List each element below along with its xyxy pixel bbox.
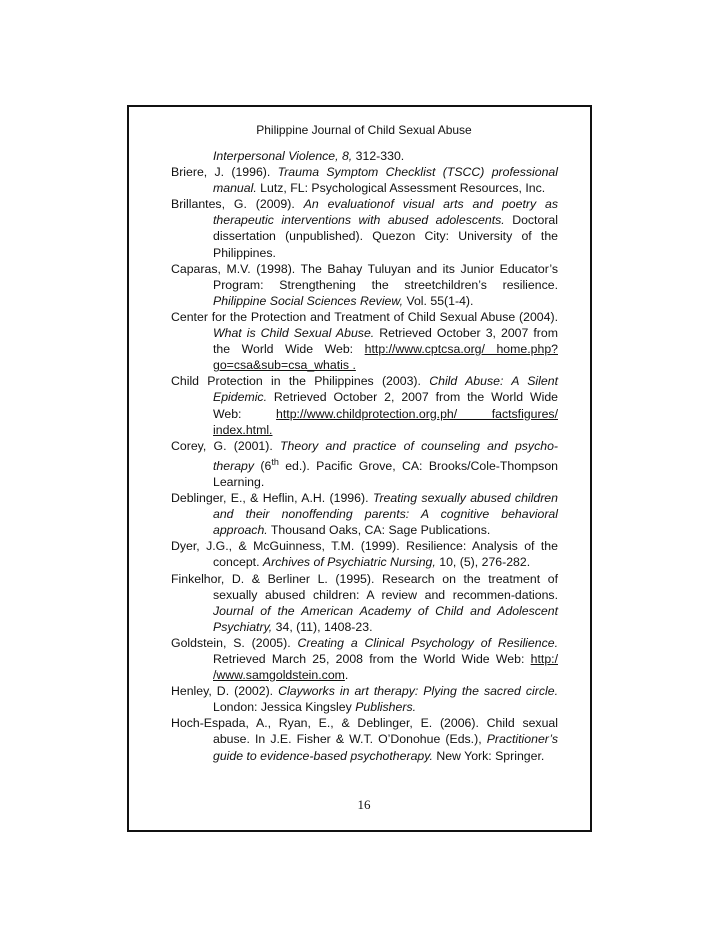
reference-entry-goldstein — [171, 635, 558, 683]
reference-text: Doctoral dissertation (unpublished). Quezon City: University of the Philippines. — [213, 213, 558, 260]
reference-text: Trauma Symptom Checklist (TSCC) professional manual. — [213, 165, 558, 196]
reference-text: 10, (5), 276-282. — [435, 555, 531, 570]
reference-url-link[interactable]: http://www.cptcsa.org/ home.php?go=csa&sub=csa_whatis . — [213, 342, 558, 373]
reference-url-link[interactable]: http:/ /www.samgoldstein.com — [213, 652, 558, 683]
reference-text: Interpersonal Violence, 8, — [213, 149, 353, 163]
reference-text: Dyer, J.G., & McGuinness, T.M. (1999). Resilience: Analysis of the concept. — [171, 539, 558, 570]
reference-text: 312-330. — [352, 149, 405, 163]
reference-text: Goldstein, S. (2005). — [171, 635, 298, 650]
reference-text: Finkelhor, D. & Berliner L. (1995). Research on the treatment of sexually abused children: A review and recommen-dations. — [171, 571, 558, 602]
reference-text: Child Abuse: A Silent Epidemic. — [213, 374, 558, 405]
reference-entry-brillantes — [171, 196, 558, 260]
reference-text: Vol. 55(1-4). — [403, 293, 474, 308]
reference-text: Clayworks in art therapy: Plying the sacred circle. — [278, 684, 558, 699]
reference-text: Caparas, M.V. (1998). The Bahay Tuluyan and its Junior Educator’s Program: Strengthening the streetchildren’s resilience. — [171, 261, 558, 292]
reference-text: Brillantes, G. (2009). — [171, 197, 304, 212]
reference-entry-deblinger — [171, 490, 558, 538]
reference-text: Publishers. — [355, 700, 417, 715]
reference-entry-henley — [171, 683, 558, 715]
reference-text: 34, (11), 1408-23. — [272, 619, 373, 634]
reference-text: What is Child Sexual Abuse. — [213, 326, 375, 341]
reference-text: ed.). Pacific Grove, CA: Brooks/Cole-Thompson Learning. — [213, 458, 558, 489]
reference-text: Deblinger, E., & Heflin, A.H. (1996). — [171, 491, 373, 506]
reference-text: Treating sexually abused children and their nonoffending parents: A cognitive behavioral approach. — [213, 491, 558, 538]
reference-text: Briere, J. (1996). — [171, 165, 278, 180]
reference-list — [171, 148, 558, 764]
reference-text: Lutz, FL: Psychological Assessment Resources, Inc. — [256, 181, 546, 196]
reference-text: Corey, G. (2001). — [171, 438, 281, 453]
reference-text: Retrieved October 3, 2007 from the World Wide Web: — [213, 326, 558, 357]
reference-text: th — [271, 456, 279, 467]
running-header: Philippine Journal of Child Sexual Abuse — [256, 123, 472, 137]
reference-entry-dyer — [171, 538, 558, 570]
reference-text: (6 — [254, 458, 272, 473]
reference-entry-cpcsa — [171, 309, 558, 373]
reference-text: Practitioner’s guide to evidence-based psychotherapy. — [213, 732, 558, 763]
reference-text: Archives of Psychiatric Nursing, — [262, 555, 436, 570]
reference-text: New York: Springer. — [432, 748, 545, 763]
reference-entry-finkelhor — [171, 571, 558, 635]
reference-text: Henley, D. (2002). — [171, 684, 279, 699]
reference-text: Journal of the American Academy of Child and Adolescent Psychiatry, — [213, 603, 558, 634]
reference-text: Hoch-Espada, A., Ryan, E., & Deblinger, E. (2006). Child sexual abuse. In J.E. Fisher & W.T. O’Donohue (Eds.), — [171, 716, 558, 747]
reference-text: An evaluationof visual arts and poetry as therapeutic interventions with abused adolescents. — [213, 197, 559, 228]
reference-entry-cpp — [171, 373, 558, 437]
reference-text: Retrieved October 2, 2007 from the World Wide Web: — [213, 390, 558, 421]
reference-entry-hoch — [171, 715, 558, 763]
reference-text: Child Protection in the Philippines (2003). — [171, 374, 430, 389]
reference-text: Center for the Protection and Treatment of Child Sexual Abuse (2004). — [171, 309, 558, 324]
reference-text: Thousand Oaks, CA: Sage Publications. — [267, 523, 491, 538]
reference-text: Theory and practice of counseling and psycho-therapy — [213, 438, 559, 473]
reference-text: Philippine Social Sciences Review, — [213, 293, 404, 308]
reference-url-link[interactable]: http://www.childprotection.org.ph/ factsfigures/ index.html. — [213, 406, 558, 437]
reference-entry-cont — [171, 148, 558, 164]
reference-text: Creating a Clinical Psychology of Resilience. — [297, 635, 558, 650]
reference-text: Retrieved March 25, 2008 from the World Wide Web: — [213, 652, 531, 666]
page-number: 16 — [357, 797, 371, 812]
reference-entry-briere — [171, 164, 558, 196]
reference-text: . — [344, 668, 349, 683]
reference-entry-caparas — [171, 261, 558, 309]
reference-text: London: Jessica Kingsley — [213, 700, 356, 715]
reference-entry-corey — [171, 438, 558, 490]
